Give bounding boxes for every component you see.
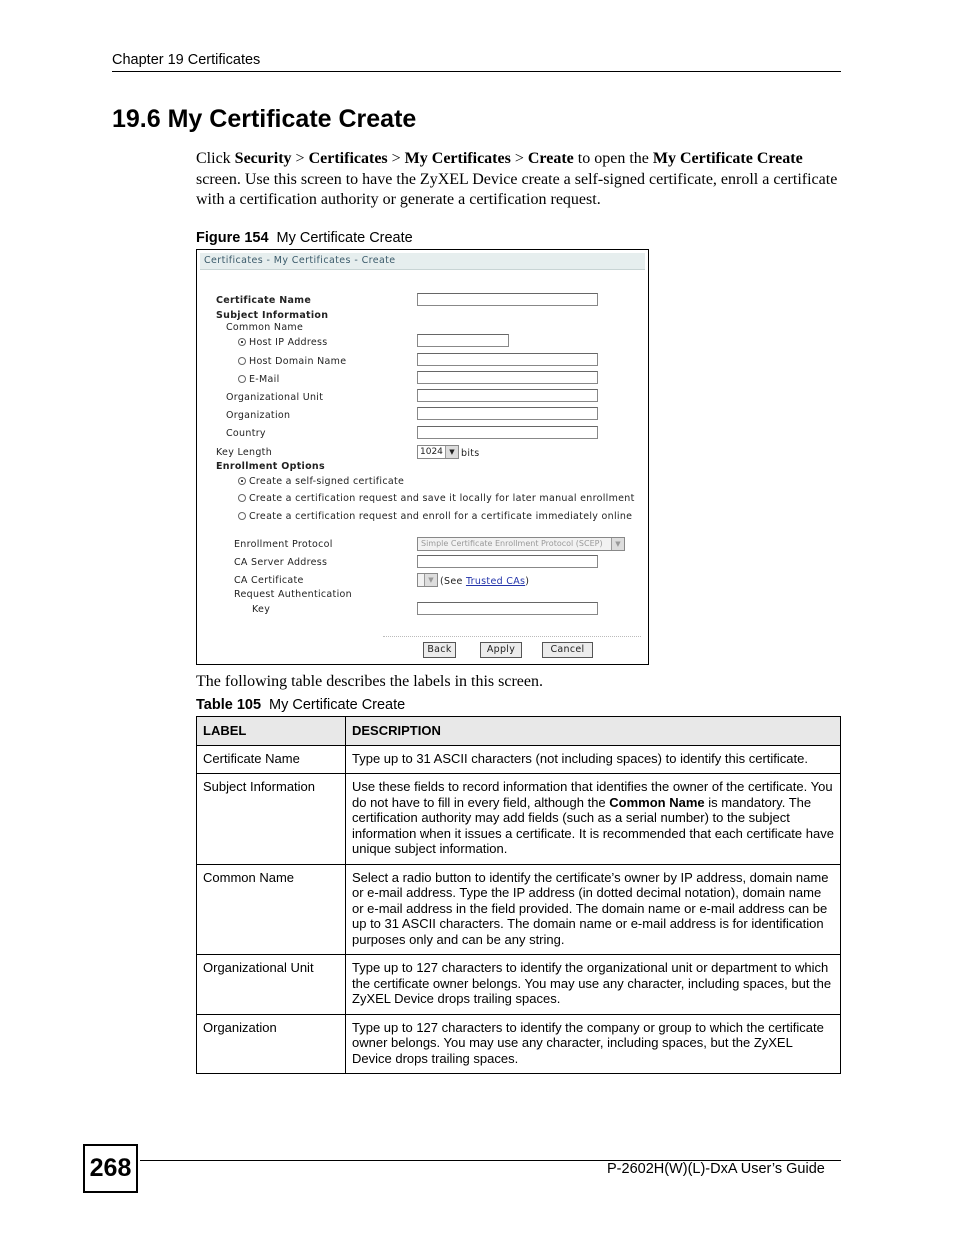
enrollment-protocol-select[interactable]: Simple Certificate Enrollment Protocol (SCEP) ▼ xyxy=(417,537,625,551)
org-unit-label: Organizational Unit xyxy=(226,392,324,403)
ca-server-label: CA Server Address xyxy=(234,557,328,568)
row-description: Select a radio button to identify the certificate’s owner by IP address, domain name or e-mail address. Type the IP address (in dotted decimal notation), domain name or e-mail address in the field provided. The domain name or e-mail address can be up to 31 ASCII characters. The domain name or e-mail address is for identification purposes only and can be any string. xyxy=(346,864,841,955)
enrollment-options-label: Enrollment Options xyxy=(216,461,325,472)
country-label: Country xyxy=(226,428,266,439)
chevron-down-icon[interactable]: ▼ xyxy=(445,446,458,458)
common-name-label: Common Name xyxy=(226,322,304,333)
country-input[interactable] xyxy=(417,426,598,439)
chevron-down-icon[interactable]: ▼ xyxy=(424,574,437,586)
divider xyxy=(383,636,641,637)
enroll-online-option[interactable]: Create a certification request and enroll for a certificate immediately online xyxy=(238,511,632,522)
intro-paragraph: Click Security > Certificates > My Certificates > Create to open the My Certificate Create screen. Use this screen to have the ZyXEL Device create a self-signed certificate, enroll a certificate with a certification authority or generate a certification request. xyxy=(196,150,838,208)
request-auth-label: Request Authentication xyxy=(234,589,352,600)
key-input[interactable] xyxy=(417,602,598,615)
radio-selected-icon[interactable] xyxy=(238,477,246,485)
row-label: Organization xyxy=(197,1014,346,1074)
table-row xyxy=(197,955,841,1015)
table-intro-text: The following table describes the labels in this screen. xyxy=(196,673,544,690)
organization-input[interactable] xyxy=(417,407,598,420)
description-table xyxy=(196,716,841,1074)
table-caption: Table 105 My Certificate Create xyxy=(196,697,406,713)
apply-button[interactable]: Apply xyxy=(480,642,522,658)
radio-icon[interactable] xyxy=(238,375,246,383)
key-length-select[interactable]: 1024 ▼ xyxy=(417,445,459,459)
row-label: Certificate Name xyxy=(197,745,346,774)
page-number: 268 xyxy=(83,1144,138,1193)
row-label: Subject Information xyxy=(197,774,346,865)
org-unit-input[interactable] xyxy=(417,389,598,402)
certificate-name-label: Certificate Name xyxy=(216,295,312,306)
table-header-row xyxy=(197,717,841,746)
email-input[interactable] xyxy=(417,371,598,384)
trusted-cas-link[interactable]: Trusted CAs xyxy=(465,576,526,587)
row-description: Type up to 31 ASCII characters (not including spaces) to identify this certificate. xyxy=(346,745,841,774)
guide-title: P-2602H(W)(L)-DxA User’s Guide xyxy=(607,1161,825,1177)
host-ip-input[interactable] xyxy=(417,334,509,347)
row-label: Organizational Unit xyxy=(197,955,346,1015)
chapter-header: Chapter 19 Certificates xyxy=(112,52,261,68)
figure-screenshot xyxy=(196,249,649,665)
table-row xyxy=(197,864,841,955)
key-label: Key xyxy=(252,604,271,615)
cancel-button[interactable]: Cancel xyxy=(542,642,593,658)
row-label: Common Name xyxy=(197,864,346,955)
see-trusted-cas: (See Trusted CAs) xyxy=(440,576,530,587)
section-title: 19.6 My Certificate Create xyxy=(112,105,417,133)
host-ip-option[interactable]: Host IP Address xyxy=(238,337,328,348)
organization-label: Organization xyxy=(226,410,291,421)
radio-icon[interactable] xyxy=(238,512,246,520)
save-locally-option[interactable]: Create a certification request and save it locally for later manual enrollment xyxy=(238,493,635,504)
radio-icon[interactable] xyxy=(238,494,246,502)
ca-server-input[interactable] xyxy=(417,555,598,568)
column-header: LABEL xyxy=(197,717,346,746)
chevron-down-icon[interactable]: ▼ xyxy=(611,538,624,550)
screen-breadcrumb: Certificates - My Certificates - Create xyxy=(200,253,645,270)
ca-certificate-label: CA Certificate xyxy=(234,575,304,586)
host-domain-option[interactable]: Host Domain Name xyxy=(238,356,346,367)
subject-information-label: Subject Information xyxy=(216,310,329,321)
row-description: Type up to 127 characters to identify the company or group to which the certificate owner belongs. You may use any character, including spaces, but the ZyXEL Device drops trailing spaces. xyxy=(346,1014,841,1074)
back-button[interactable]: Back xyxy=(423,642,456,658)
ca-certificate-select[interactable] xyxy=(417,573,438,587)
column-header: DESCRIPTION xyxy=(346,717,841,746)
bits-label: bits xyxy=(461,448,480,459)
radio-selected-icon[interactable] xyxy=(238,338,246,346)
enrollment-protocol-label: Enrollment Protocol xyxy=(234,539,333,550)
host-domain-input[interactable] xyxy=(417,353,598,366)
certificate-name-input[interactable] xyxy=(417,293,598,306)
table-row xyxy=(197,1014,841,1074)
row-description: Type up to 127 characters to identify the organizational unit or department to which the certificate owner belongs. You may use any character, including spaces, but the ZyXEL Device drops trailing spaces. xyxy=(346,955,841,1015)
figure-caption: Figure 154 My Certificate Create xyxy=(196,230,413,246)
header-rule xyxy=(112,71,841,72)
radio-icon[interactable] xyxy=(238,357,246,365)
row-description: Use these fields to record information that identifies the owner of the certificate. You do not have to fill in every field, although the Common Name is mandatory. The certification authority may add fields (such as a serial number) to the subject information when it issues a certificate. It is recommended that each certificate have unique subject information. xyxy=(346,774,841,865)
self-signed-option[interactable]: Create a self-signed certificate xyxy=(238,476,404,487)
email-option[interactable]: E-Mail xyxy=(238,374,280,385)
table-row xyxy=(197,774,841,865)
table-row xyxy=(197,745,841,774)
key-length-label: Key Length xyxy=(216,447,273,458)
